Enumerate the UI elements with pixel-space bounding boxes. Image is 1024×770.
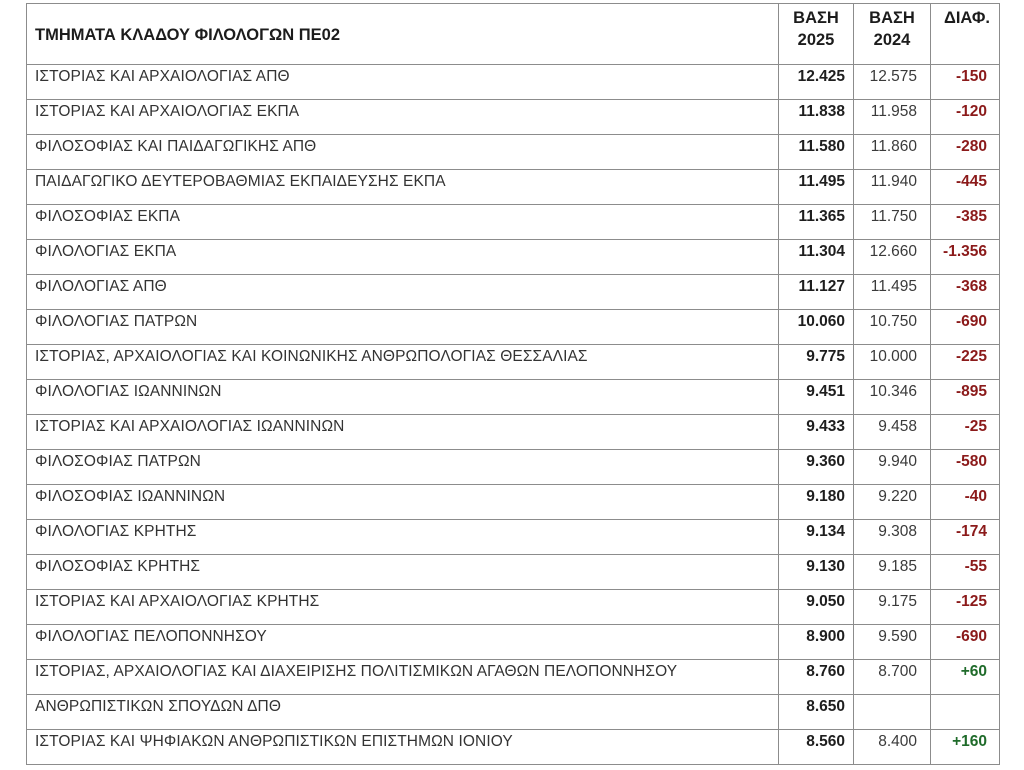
base-2024-cell: 9.940 <box>854 450 931 485</box>
base-2024-cell: 9.308 <box>854 520 931 555</box>
base-2024-cell: 12.660 <box>854 240 931 275</box>
base-2024-cell: 11.495 <box>854 275 931 310</box>
base-2024-cell: 10.346 <box>854 380 931 415</box>
table-row <box>27 310 1000 345</box>
base-2024-cell: 9.185 <box>854 555 931 590</box>
department-name-cell: ΙΣΤΟΡΙΑΣ ΚΑΙ ΨΗΦΙΑΚΩΝ ΑΝΘΡΩΠΙΣΤΙΚΩΝ ΕΠΙΣΤΗΜΩΝ ΙΟΝΙΟΥ <box>27 730 779 765</box>
table-body <box>27 65 1000 765</box>
difference-cell: -690 <box>931 310 1000 345</box>
base-2025-cell: 11.495 <box>779 170 854 205</box>
department-name-cell: ΙΣΤΟΡΙΑΣ, ΑΡΧΑΙΟΛΟΓΙΑΣ ΚΑΙ ΔΙΑΧΕΙΡΙΣΗΣ ΠΟΛΙΤΙΣΜΙΚΩΝ ΑΓΑΘΩΝ ΠΕΛΟΠΟΝΝΗΣΟΥ <box>27 660 779 695</box>
header-row <box>27 4 1000 65</box>
base-2024-cell: 12.575 <box>854 65 931 100</box>
document-page <box>26 3 1004 770</box>
difference-cell: -445 <box>931 170 1000 205</box>
base-2025-cell: 11.580 <box>779 135 854 170</box>
department-name-cell: ΙΣΤΟΡΙΑΣ ΚΑΙ ΑΡΧΑΙΟΛΟΓΙΑΣ ΑΠΘ <box>27 65 779 100</box>
base-2024-cell: 11.958 <box>854 100 931 135</box>
base-2024-cell: 11.860 <box>854 135 931 170</box>
table-row <box>27 730 1000 765</box>
department-name-cell: ΙΣΤΟΡΙΑΣ, ΑΡΧΑΙΟΛΟΓΙΑΣ ΚΑΙ ΚΟΙΝΩΝΙΚΗΣ ΑΝΘΡΩΠΟΛΟΓΙΑΣ ΘΕΣΣΑΛΙΑΣ <box>27 345 779 380</box>
difference-cell: -690 <box>931 625 1000 660</box>
department-name-cell: ΦΙΛΟΣΟΦΙΑΣ ΕΚΠΑ <box>27 205 779 240</box>
base-2025-header-line1: ΒΑΣΗ <box>793 9 839 27</box>
difference-cell: -120 <box>931 100 1000 135</box>
admission-bases-table <box>26 3 1000 765</box>
base-2024-cell: 9.458 <box>854 415 931 450</box>
department-name-cell: ΙΣΤΟΡΙΑΣ ΚΑΙ ΑΡΧΑΙΟΛΟΓΙΑΣ ΙΩΑΝΝΙΝΩΝ <box>27 415 779 450</box>
base-2024-cell: 10.000 <box>854 345 931 380</box>
difference-cell: -40 <box>931 485 1000 520</box>
base-2024-header-line1: ΒΑΣΗ <box>869 9 915 27</box>
table-header <box>27 4 1000 65</box>
base-2025-cell: 12.425 <box>779 65 854 100</box>
difference-cell: -125 <box>931 590 1000 625</box>
table-row <box>27 520 1000 555</box>
base-2025-cell: 8.760 <box>779 660 854 695</box>
table-row <box>27 100 1000 135</box>
table-row <box>27 555 1000 590</box>
table-row <box>27 240 1000 275</box>
difference-cell: -385 <box>931 205 1000 240</box>
base-2025-cell: 9.433 <box>779 415 854 450</box>
department-name-cell: ΙΣΤΟΡΙΑΣ ΚΑΙ ΑΡΧΑΙΟΛΟΓΙΑΣ ΕΚΠΑ <box>27 100 779 135</box>
difference-cell: -368 <box>931 275 1000 310</box>
table-row <box>27 170 1000 205</box>
base-2025-cell: 11.304 <box>779 240 854 275</box>
base-2024-cell: 9.220 <box>854 485 931 520</box>
base-2024-column-header <box>854 4 931 65</box>
table-row <box>27 590 1000 625</box>
base-2025-cell: 8.560 <box>779 730 854 765</box>
department-name-cell: ΦΙΛΟΣΟΦΙΑΣ ΙΩΑΝΝΙΝΩΝ <box>27 485 779 520</box>
difference-cell: +160 <box>931 730 1000 765</box>
base-2025-cell: 9.050 <box>779 590 854 625</box>
department-name-cell: ΦΙΛΟΣΟΦΙΑΣ ΚΑΙ ΠΑΙΔΑΓΩΓΙΚΗΣ ΑΠΘ <box>27 135 779 170</box>
department-header-label: ΤΜΗΜΑΤΑ ΚΛΑΔΟΥ ΦΙΛΟΛΟΓΩΝ ΠΕ02 <box>35 25 341 44</box>
table-row <box>27 65 1000 100</box>
difference-cell: +60 <box>931 660 1000 695</box>
table-row <box>27 695 1000 730</box>
difference-cell: -25 <box>931 415 1000 450</box>
base-2025-cell: 11.127 <box>779 275 854 310</box>
base-2025-cell: 9.451 <box>779 380 854 415</box>
difference-column-header <box>931 4 1000 65</box>
base-2024-cell: 8.700 <box>854 660 931 695</box>
department-name-cell: ΦΙΛΟΛΟΓΙΑΣ ΚΡΗΤΗΣ <box>27 520 779 555</box>
difference-cell: -150 <box>931 65 1000 100</box>
base-2025-header-line2: 2025 <box>797 31 835 49</box>
base-2025-cell: 8.650 <box>779 695 854 730</box>
table-row <box>27 345 1000 380</box>
base-2024-cell: 11.940 <box>854 170 931 205</box>
difference-cell: -580 <box>931 450 1000 485</box>
department-name-cell: ΦΙΛΟΣΟΦΙΑΣ ΚΡΗΤΗΣ <box>27 555 779 590</box>
table-row <box>27 450 1000 485</box>
department-name-cell: ΦΙΛΟΛΟΓΙΑΣ ΙΩΑΝΝΙΝΩΝ <box>27 380 779 415</box>
base-2025-cell: 9.360 <box>779 450 854 485</box>
table-row <box>27 135 1000 170</box>
difference-cell: -895 <box>931 380 1000 415</box>
base-2025-cell: 8.900 <box>779 625 854 660</box>
department-name-cell: ΦΙΛΟΛΟΓΙΑΣ ΠΑΤΡΩΝ <box>27 310 779 345</box>
base-2024-cell: 11.750 <box>854 205 931 240</box>
department-name-cell: ΦΙΛΟΛΟΓΙΑΣ ΑΠΘ <box>27 275 779 310</box>
base-2024-cell: 9.175 <box>854 590 931 625</box>
department-name-cell: ΦΙΛΟΛΟΓΙΑΣ ΕΚΠΑ <box>27 240 779 275</box>
base-2024-cell: 10.750 <box>854 310 931 345</box>
difference-cell: -280 <box>931 135 1000 170</box>
base-2024-cell: 9.590 <box>854 625 931 660</box>
base-2024-cell <box>854 695 931 730</box>
base-2025-cell: 9.130 <box>779 555 854 590</box>
base-2025-cell: 11.838 <box>779 100 854 135</box>
base-2025-cell: 9.180 <box>779 485 854 520</box>
table-row <box>27 485 1000 520</box>
table-row <box>27 415 1000 450</box>
difference-cell: -174 <box>931 520 1000 555</box>
difference-cell: -225 <box>931 345 1000 380</box>
base-2025-cell: 10.060 <box>779 310 854 345</box>
table-row <box>27 625 1000 660</box>
base-2025-cell: 11.365 <box>779 205 854 240</box>
table-row <box>27 205 1000 240</box>
department-name-cell: ΦΙΛΟΛΟΓΙΑΣ ΠΕΛΟΠΟΝΝΗΣΟΥ <box>27 625 779 660</box>
difference-header-label: ΔΙΑΦ. <box>943 9 990 27</box>
department-name-cell: ΦΙΛΟΣΟΦΙΑΣ ΠΑΤΡΩΝ <box>27 450 779 485</box>
difference-cell <box>931 695 1000 730</box>
base-2024-cell: 8.400 <box>854 730 931 765</box>
table-row <box>27 660 1000 695</box>
difference-cell: -1.356 <box>931 240 1000 275</box>
base-2025-cell: 9.775 <box>779 345 854 380</box>
base-2025-cell: 9.134 <box>779 520 854 555</box>
department-name-cell: ΠΑΙΔΑΓΩΓΙΚΟ ΔΕΥΤΕΡΟΒΑΘΜΙΑΣ ΕΚΠΑΙΔΕΥΣΗΣ ΕΚΠΑ <box>27 170 779 205</box>
department-column-header <box>27 4 779 65</box>
base-2024-header-line2: 2024 <box>873 31 911 49</box>
department-name-cell: ΑΝΘΡΩΠΙΣΤΙΚΩΝ ΣΠΟΥΔΩΝ ΔΠΘ <box>27 695 779 730</box>
base-2025-column-header <box>779 4 854 65</box>
department-name-cell: ΙΣΤΟΡΙΑΣ ΚΑΙ ΑΡΧΑΙΟΛΟΓΙΑΣ ΚΡΗΤΗΣ <box>27 590 779 625</box>
difference-cell: -55 <box>931 555 1000 590</box>
table-row <box>27 380 1000 415</box>
table-row <box>27 275 1000 310</box>
